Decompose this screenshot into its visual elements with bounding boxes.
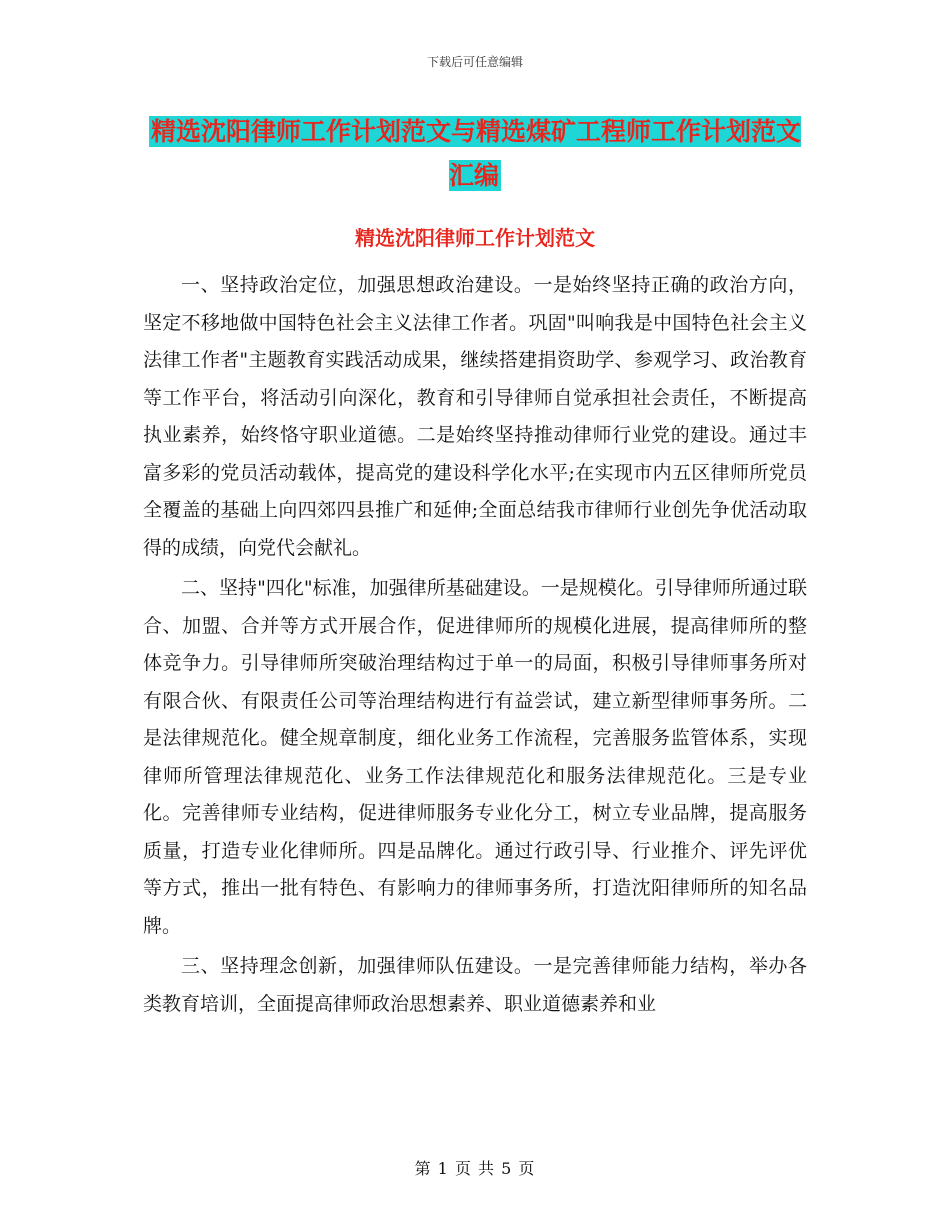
- document-title: [140, 110, 810, 198]
- page-number-footer: 第 1 页 共 5 页: [414, 1159, 536, 1178]
- document-body: [143, 267, 807, 1023]
- document-title-text: 精选沈阳律师工作计划范文与精选煤矿工程师工作计划范文汇编: [150, 117, 801, 190]
- header-note: 下载后可任意编辑: [426, 55, 523, 69]
- paragraph: 三、坚持理念创新，加强律师队伍建设。一是完善律师能力结构，举办各类教育培训，全面提高律师政治思想素养、职业道德素养和业: [143, 955, 807, 1015]
- paragraph: 二、坚持"四化"标准，加强律所基础建设。一是规模化。引导律师所通过联合、加盟、合并等方式开展合作，促进律师所的规模化进展，提高律师所的整体竞争力。引导律师所突破治理结构过于单一的局面，积极引导律师事务所对有限合伙、有限责任公司等治理结构进行有益尝试，建立新型律师事务所。二是法律规范化。健全规章制度，细化业务工作流程，完善服务监管体系，实现律师所管理法律规范化、业务工作法律规范化和服务法律规范化。三是专业化。完善律师专业结构，促进律师服务专业化分工，树立专业品牌，提高服务质量，打造专业化律师所。四是品牌化。通过行政引导、行业推介、评先评优等方式，推出一批有特色、有影响力的律师事务所，打造沈阳律师所的知名品牌。: [143, 577, 807, 937]
- paragraph: 一、坚持政治定位，加强思想政治建设。一是始终坚持正确的政治方向，坚定不移地做中国特色社会主义法律工作者。巩固"叫响我是中国特色社会主义法律工作者"主题教育实践活动成果，继续搭建捐资助学、参观学习、政治教育等工作平台，将活动引向深化，教育和引导律师自觉承担社会责任，不断提高执业素养，始终恪守职业道德。二是始终坚持推动律师行业党的建设。通过丰富多彩的党员活动载体，提高党的建设科学化水平;在实现市内五区律师所党员全覆盖的基础上向四郊四县推广和延伸;全面总结我市律师行业创先争优活动取得的成绩，向党代会献礼。: [143, 274, 807, 559]
- section-title: 精选沈阳律师工作计划范文: [355, 226, 595, 250]
